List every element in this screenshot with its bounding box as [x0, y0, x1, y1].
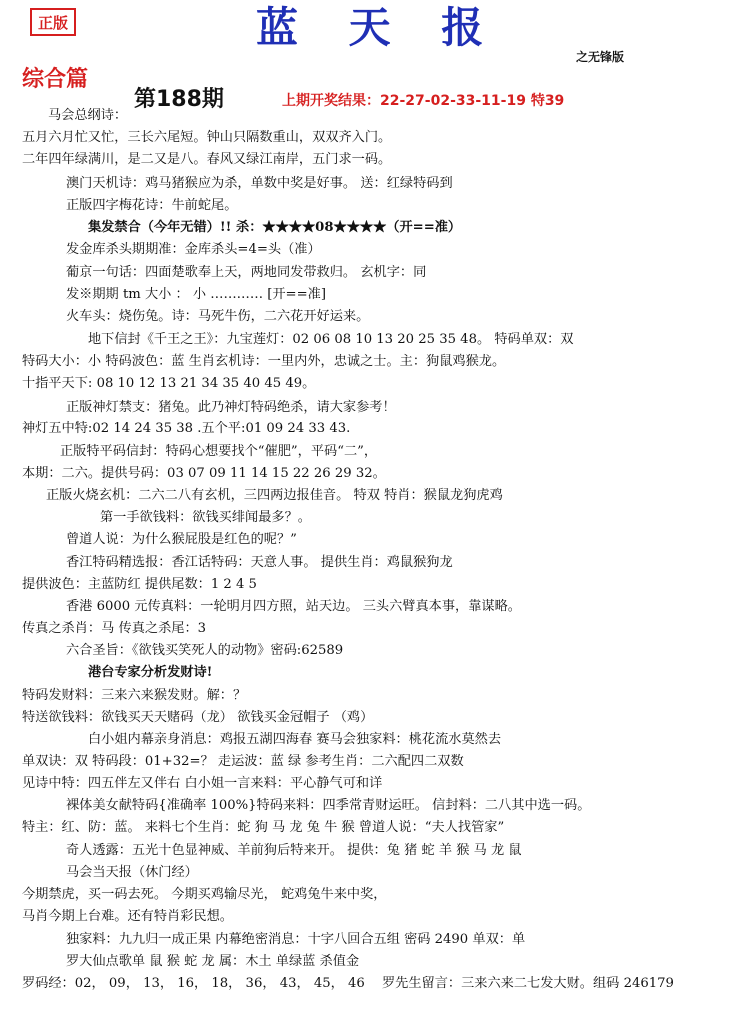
- text-line: 葡京一句话：四面楚歌奉上天，两地同发带救归。 玄机字：同: [66, 265, 427, 280]
- text-line: 罗先生留言：三来六来二七发大财。组码 246179: [382, 976, 674, 991]
- text-line: 五月六月忙又忙，三长六尾短。钟山只隔数重山，双双齐入门。: [22, 130, 392, 145]
- text-line: 正版特平码信封：特码心想要找个“催肥”，平码“二”，: [60, 444, 378, 459]
- text-line: 神灯五中特:02 14 24 35 38 .五个平:01 09 24 33 43.: [22, 421, 351, 436]
- text-line: 特主：红、防：蓝。 来料七个生肖：蛇 狗 马 龙 兔 牛 猴 曾道人说：“夫人找管家”: [22, 820, 505, 835]
- text-line: 独家料：九九归一成正果 内幕绝密消息：十字八回合五组 密码 2490 单双：单: [66, 932, 526, 947]
- text-line: 特码发财料：三来六来猴发财。解：？: [22, 688, 247, 703]
- edition-label: 之无锋版: [576, 50, 625, 64]
- text-line: 火车头：烧伤兔。诗：马死牛伤，二六花开好运来。: [66, 309, 370, 324]
- newspaper-title: 蓝 天 报: [256, 3, 502, 52]
- last-draw-result: 上期开奖结果：22-27-02-33-11-19 特39: [282, 93, 565, 109]
- text-line: 马会当天报（休门经）: [66, 865, 198, 880]
- text-line: 发金库杀头期期准：金库杀头=4=头（准）: [66, 242, 321, 257]
- text-line: 传真之杀肖：马 传真之杀尾：3: [22, 621, 207, 636]
- text-line: 六合圣旨：《欲钱买笑死人的动物》密码:62589: [66, 643, 344, 658]
- issue-number: 第188期: [134, 87, 224, 112]
- text-line: 第一手欲钱料：欲钱买绯闻最多？。: [100, 510, 311, 525]
- text-line: 罗码经：02， 09， 13， 16， 18， 36， 43， 45， 46: [22, 976, 365, 991]
- text-line: 马肖今期上台难。还有特肖彩民想。: [22, 909, 233, 924]
- text-line: 集发禁合（今年无错）!! 杀：★★★★08★★★★（开==准）: [88, 220, 462, 235]
- text-line: 见诗中特：四五伴左又伴右 白小姐一言来料：平心静气可和详: [22, 776, 383, 791]
- text-line: 本期：二六。提供号码：03 07 09 11 14 15 22 26 29 32。: [22, 466, 386, 481]
- text-line: 特送欲钱料：欲钱买天天赌码（龙） 欲钱买金冠帽子 （鸡）: [22, 710, 374, 725]
- text-line: 奇人透露：五光十色显神威、羊前狗后特来开。 提供：兔 猪 蛇 羊 猴 马 龙 鼠: [66, 843, 522, 858]
- text-line: 裸体美女献特码{准确率 100%}特码来料：四季常青财运旺。 信封料：二八其中选一码。: [66, 798, 591, 813]
- text-line: 二年四年绿满川，是二又是八。春风又绿江南岸，五门求一码。: [22, 152, 392, 167]
- text-line: 发※期期 tm 大小 ： 小 ………… [开==准]: [66, 287, 326, 302]
- text-line: 澳门天机诗：鸡马猪猴应为杀，单数中奖是好事。 送：红绿特码到: [66, 176, 453, 191]
- text-line: 十指平天下: 08 10 12 13 21 34 35 40 45 49。: [22, 376, 316, 391]
- authentic-stamp: 正版: [30, 8, 76, 36]
- text-line: 香港 6000 元传真料：一轮明月四方照，站天边。 三头六臂真本事，靠谋略。: [66, 599, 521, 614]
- text-line: 曾道人说：为什么猴屁股是红色的呢？”: [66, 532, 297, 547]
- text-line: 正版神灯禁支：猪兔。此乃神灯特码绝杀，请大家参考！: [66, 400, 396, 415]
- text-line: 马会总纲诗：: [48, 108, 128, 123]
- text-line: 单双诀：双 特码段：01+32=？ 走运波：蓝 绿 参考生肖：二六配四二双数: [22, 754, 464, 769]
- text-line: 罗大仙点歌单 鼠 猴 蛇 龙 属：木土 单绿蓝 杀值金: [66, 954, 360, 969]
- section-title: 综合篇: [22, 66, 89, 92]
- text-line: 提供波色：主蓝防红 提供尾数：1 2 4 5: [22, 577, 257, 592]
- text-line: 正版火烧玄机：二六二八有玄机，三四两边报佳音。 特双 特肖：猴鼠龙狗虎鸡: [46, 488, 503, 503]
- text-line: 特码大小：小 特码波色：蓝 生肖玄机诗：一里内外，忠诚之士。主：狗鼠鸡猴龙。: [22, 354, 506, 369]
- text-line: 香江特码精选报：香江话特码：天意人事。 提供生肖：鸡鼠猴狗龙: [66, 555, 453, 570]
- text-line: 白小姐内幕亲身消息：鸡报五湖四海春 赛马会独家料：桃花流水莫然去: [88, 732, 502, 747]
- text-line: 港台专家分析发财诗!: [88, 665, 213, 680]
- text-line: 正版四字梅花诗：牛前蛇尾。: [66, 198, 238, 213]
- text-line: 地下信封《千王之王》：九宝莲灯：02 06 08 10 13 20 25 35 48。 特码单双：双: [88, 332, 574, 347]
- text-line: 今期禁虎，买一码去死。 今期买鸡输尽光， 蛇鸡兔牛来中奖，: [22, 887, 387, 902]
